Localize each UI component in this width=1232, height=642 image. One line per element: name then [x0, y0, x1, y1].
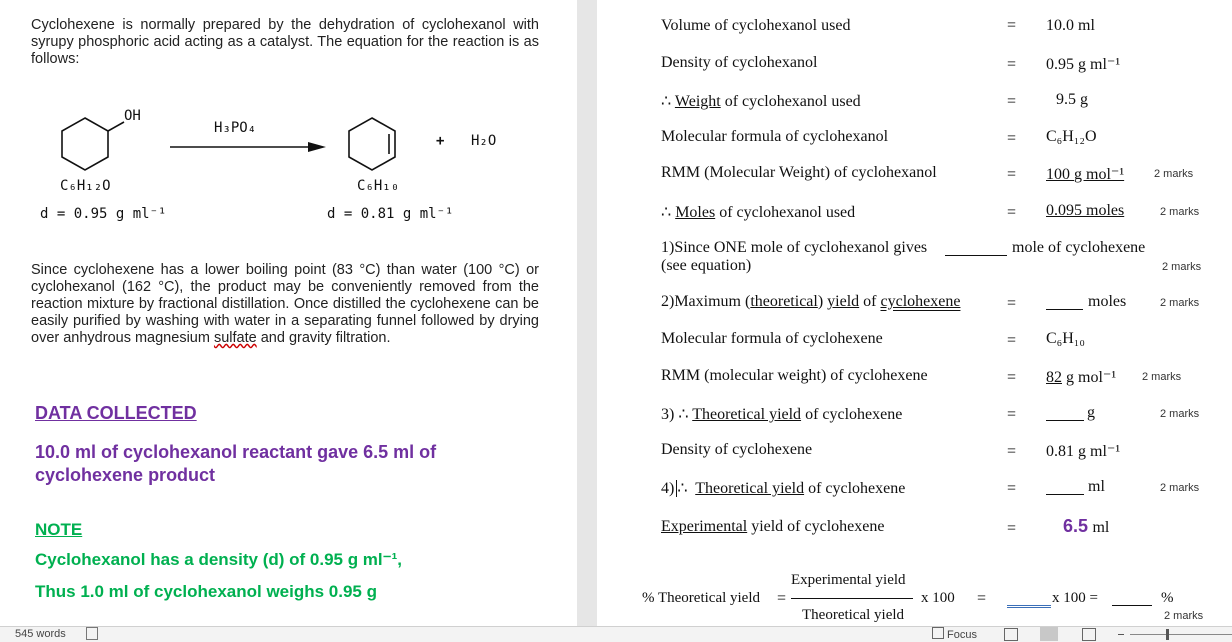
answer-blank[interactable]: [1046, 406, 1084, 421]
weight-label: ∴ Weight of cyclohexanol used: [661, 93, 861, 110]
marks-label: 2 marks: [1164, 610, 1204, 622]
experimental-yield-value: 6.5 ml: [1063, 516, 1110, 536]
density-value: 0.95 g ml⁻¹: [1046, 56, 1121, 73]
web-layout-icon[interactable]: [1082, 628, 1096, 641]
marks-label: 2 marks: [1154, 168, 1194, 180]
right-page: [597, 0, 1232, 626]
cyclohexene-rmm-value: 82 g mol⁻¹: [1046, 369, 1117, 386]
zoom-slider-thumb[interactable]: [1166, 629, 1169, 640]
word-count[interactable]: 545 words: [15, 628, 66, 640]
reactant-formula: C₆H₁₂O: [60, 178, 111, 194]
intro-paragraph: Cyclohexene is normally prepared by the dehydration of cyclohexanol with syrupy phosphoric acid acting as a catalyst. The equation for the reaction is as follows:: [31, 17, 539, 67]
zoom-slider[interactable]: [1130, 634, 1232, 635]
moles-unit: moles: [1088, 293, 1127, 310]
times-100-equals: x 100 =: [1052, 590, 1098, 606]
theoretical-yield-g-label: 3) ∴ Theoretical yield of cyclohexene: [661, 406, 903, 423]
fraction-denominator: Theoretical yield: [802, 607, 905, 623]
see-equation-text: (see equation): [661, 257, 752, 274]
print-layout-icon[interactable]: [1040, 627, 1058, 641]
cyclohexene-density-label: Density of cyclohexene: [661, 441, 813, 458]
formula-label: Molecular formula of cyclohexanol: [661, 128, 889, 145]
rmm-label: RMM (Molecular Weight) of cyclohexanol: [661, 164, 937, 181]
cyclohexanol-ring: [62, 118, 108, 170]
equals-sign: =: [1007, 480, 1017, 497]
equals-sign: =: [977, 590, 987, 607]
product-formula: C₆H₁₀: [357, 178, 400, 194]
equals-sign: =: [1007, 443, 1017, 460]
fraction-bar: [791, 598, 913, 599]
fraction-numerator: Experimental yield: [791, 572, 906, 588]
equals-sign: =: [1007, 204, 1017, 221]
proofing-icon[interactable]: [86, 627, 98, 640]
note-line-2: Thus 1.0 ml of cyclohexanol weighs 0.95 g: [35, 582, 377, 601]
marks-label: 2 marks: [1162, 261, 1202, 273]
arrow-head: [308, 142, 326, 152]
data-heading: DATA COLLECTED: [35, 403, 197, 423]
focus-button[interactable]: Focus: [932, 627, 977, 641]
theoretical-yield-ml-label: 4) ∴ Theoretical yield of cyclohexene: [661, 480, 906, 497]
read-mode-icon[interactable]: [1004, 628, 1018, 641]
equals-sign: =: [1007, 369, 1017, 386]
note-line-1: Cyclohexanol has a density (d) of 0.95 g ml⁻¹,: [35, 550, 403, 569]
marks-label: 2 marks: [1142, 371, 1182, 383]
cyclohexene-rmm-label: RMM (molecular weight) of cyclohexene: [661, 367, 928, 384]
percent-yield-label: % Theoretical yield: [642, 590, 761, 606]
percent-sign: %: [1161, 590, 1174, 606]
density-label: Density of cyclohexanol: [661, 54, 818, 71]
equals-sign: =: [1007, 332, 1017, 349]
rmm-value: 100 g mol⁻¹: [1046, 166, 1125, 183]
max-yield-label: 2)Maximum (theoretical) yield of cyclohexene: [661, 293, 961, 310]
volume-label: Volume of cyclohexanol used: [661, 17, 851, 34]
marks-label: 2 marks: [1160, 206, 1200, 218]
note-heading: NOTE: [35, 520, 83, 539]
left-page: [0, 0, 577, 626]
catalyst-label: H₃PO₄: [214, 120, 257, 136]
volume-value: 10.0 ml: [1046, 17, 1095, 34]
equals-sign: =: [1007, 406, 1017, 423]
grams-unit: g: [1087, 404, 1095, 421]
equals-sign: =: [1007, 56, 1017, 73]
since-one-mole-text: 1)Since ONE mole of cyclohexanol gives: [661, 239, 928, 256]
formula-value: C₆H₁₂O: [1046, 128, 1097, 145]
cyclohexene-density-value: 0.81 g ml⁻¹: [1046, 443, 1121, 460]
answer-blank[interactable]: [945, 241, 1007, 256]
ml-unit: ml: [1088, 478, 1105, 495]
answer-blank[interactable]: [1046, 295, 1083, 310]
answer-blank[interactable]: [1007, 591, 1051, 608]
times-100: x 100: [921, 590, 955, 606]
moles-label: ∴ Moles of cyclohexanol used: [661, 204, 856, 221]
focus-icon: [932, 627, 944, 639]
equals-sign: =: [1007, 93, 1017, 110]
equals-sign: =: [777, 590, 787, 607]
experimental-yield-label: Experimental yield of cyclohexene: [661, 518, 885, 535]
oh-label: OH: [124, 108, 141, 124]
marks-label: 2 marks: [1160, 408, 1200, 420]
equals-sign: =: [1007, 295, 1017, 312]
moles-value: 0.095 moles: [1046, 202, 1125, 219]
cyclohexene-formula-label: Molecular formula of cyclohexene: [661, 330, 883, 347]
answer-blank[interactable]: [1112, 591, 1152, 606]
oh-bond: [108, 122, 124, 131]
mole-of-cyclohexene-text: mole of cyclohexene: [1012, 239, 1146, 256]
marks-label: 2 marks: [1160, 482, 1200, 494]
product-density: d = 0.81 g ml⁻¹: [327, 206, 454, 222]
reactant-density: d = 0.95 g ml⁻¹: [40, 206, 167, 222]
zoom-out-icon[interactable]: [1118, 634, 1124, 635]
answer-blank[interactable]: [1046, 480, 1084, 495]
equals-sign: =: [1007, 166, 1017, 183]
equals-sign: =: [1007, 130, 1017, 147]
cyclohexene-ring: [349, 118, 395, 170]
weight-value: 9.5 g: [1056, 91, 1088, 108]
distillation-paragraph: Since cyclohexene has a lower boiling point (83 °C) than water (100 °C) or cyclohexanol (162 °C), the product may be conveniently removed from the reaction mixture by fractional distillation. Once distilled the cyclohexene can be easily purified by washing with water in a separating funnel followed by drying over anhydrous magnesium sulfate and gravity filtration.: [31, 262, 539, 346]
marks-label: 2 marks: [1160, 297, 1200, 309]
status-bar: [0, 626, 1232, 642]
water-label: H₂O: [471, 133, 497, 149]
plus-sign: +: [436, 133, 445, 149]
equals-sign: =: [1007, 520, 1017, 537]
equals-sign: =: [1007, 17, 1017, 34]
data-text: 10.0 ml of cyclohexanol reactant gave 6.5 ml of cyclohexene product: [35, 442, 437, 485]
cyclohexene-formula-value: C₆H₁₀: [1046, 330, 1085, 347]
